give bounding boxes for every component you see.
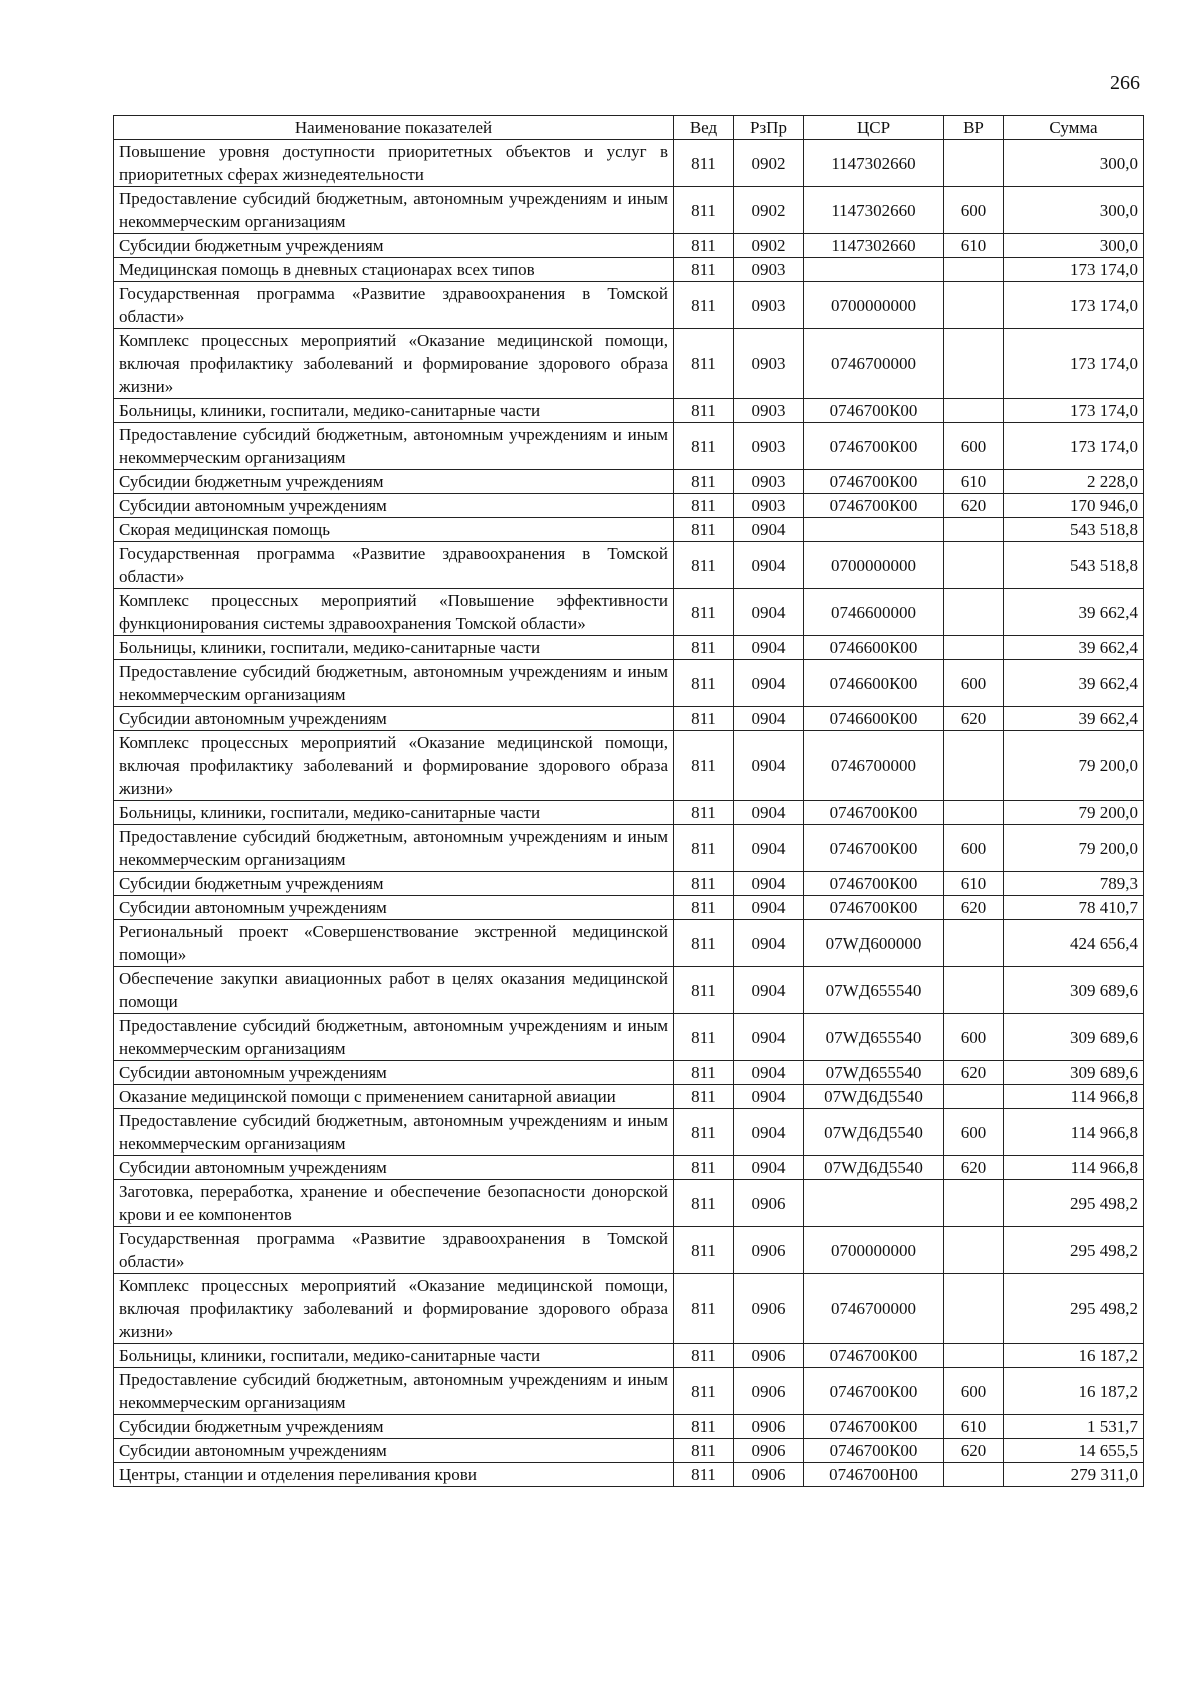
table-row xyxy=(114,187,1144,234)
table-row xyxy=(114,1014,1144,1061)
table-row xyxy=(114,1439,1144,1463)
cell-ved: 811 xyxy=(674,1085,734,1109)
cell-ved: 811 xyxy=(674,140,734,187)
cell-sum: 295 498,2 xyxy=(1004,1227,1144,1274)
cell-vr: 620 xyxy=(944,1439,1004,1463)
cell-sum: 789,3 xyxy=(1004,872,1144,896)
cell-ved: 811 xyxy=(674,1368,734,1415)
cell-rzpr: 0903 xyxy=(734,423,804,470)
cell-vr: 620 xyxy=(944,896,1004,920)
cell-csr: 0746700К00 xyxy=(804,399,944,423)
cell-vr: 600 xyxy=(944,187,1004,234)
table-row xyxy=(114,1344,1144,1368)
cell-vr xyxy=(944,1227,1004,1274)
table-row xyxy=(114,423,1144,470)
cell-name: Комплекс процессных мероприятий «Оказание медицинской помощи, включая профилактику заболеваний и формирование здорового образа жизни» xyxy=(114,329,674,399)
cell-csr: 0746700К00 xyxy=(804,872,944,896)
cell-rzpr: 0904 xyxy=(734,660,804,707)
cell-ved: 811 xyxy=(674,825,734,872)
cell-rzpr: 0902 xyxy=(734,140,804,187)
table-row xyxy=(114,1061,1144,1085)
cell-ved: 811 xyxy=(674,187,734,234)
cell-csr: 1147302660 xyxy=(804,234,944,258)
cell-name: Больницы, клиники, госпитали, медико-санитарные части xyxy=(114,399,674,423)
cell-csr: 0746700000 xyxy=(804,1274,944,1344)
cell-csr: 07WД655540 xyxy=(804,1061,944,1085)
cell-csr: 1147302660 xyxy=(804,140,944,187)
cell-sum: 114 966,8 xyxy=(1004,1109,1144,1156)
cell-csr: 07WД655540 xyxy=(804,967,944,1014)
cell-rzpr: 0904 xyxy=(734,542,804,589)
cell-ved: 811 xyxy=(674,872,734,896)
cell-ved: 811 xyxy=(674,1227,734,1274)
cell-rzpr: 0904 xyxy=(734,801,804,825)
cell-vr xyxy=(944,1180,1004,1227)
cell-name: Субсидии бюджетным учреждениям xyxy=(114,234,674,258)
cell-vr xyxy=(944,282,1004,329)
cell-csr: 0746700К00 xyxy=(804,1344,944,1368)
budget-table xyxy=(113,115,1144,1487)
cell-sum: 16 187,2 xyxy=(1004,1344,1144,1368)
cell-vr: 620 xyxy=(944,1156,1004,1180)
cell-rzpr: 0906 xyxy=(734,1180,804,1227)
cell-ved: 811 xyxy=(674,1344,734,1368)
header-name: Наименование показателей xyxy=(114,116,674,140)
cell-vr xyxy=(944,1463,1004,1487)
cell-rzpr: 0904 xyxy=(734,589,804,636)
cell-ved: 811 xyxy=(674,518,734,542)
cell-ved: 811 xyxy=(674,1109,734,1156)
table-row xyxy=(114,1463,1144,1487)
cell-sum: 173 174,0 xyxy=(1004,258,1144,282)
cell-vr xyxy=(944,1274,1004,1344)
cell-name: Предоставление субсидий бюджетным, автономным учреждениям и иным некоммерческим организациям xyxy=(114,1109,674,1156)
cell-rzpr: 0904 xyxy=(734,1014,804,1061)
cell-rzpr: 0904 xyxy=(734,896,804,920)
cell-sum: 279 311,0 xyxy=(1004,1463,1144,1487)
cell-csr: 0746700000 xyxy=(804,329,944,399)
cell-rzpr: 0902 xyxy=(734,187,804,234)
cell-sum: 114 966,8 xyxy=(1004,1156,1144,1180)
cell-csr: 0746700К00 xyxy=(804,896,944,920)
cell-rzpr: 0904 xyxy=(734,636,804,660)
cell-ved: 811 xyxy=(674,542,734,589)
cell-rzpr: 0906 xyxy=(734,1344,804,1368)
cell-csr: 0746700К00 xyxy=(804,1439,944,1463)
cell-csr: 0746600К00 xyxy=(804,707,944,731)
cell-name: Субсидии автономным учреждениям xyxy=(114,1439,674,1463)
cell-sum: 309 689,6 xyxy=(1004,967,1144,1014)
table-row xyxy=(114,494,1144,518)
cell-csr xyxy=(804,518,944,542)
cell-rzpr: 0903 xyxy=(734,329,804,399)
cell-rzpr: 0904 xyxy=(734,920,804,967)
cell-sum: 543 518,8 xyxy=(1004,542,1144,589)
cell-ved: 811 xyxy=(674,399,734,423)
table-row xyxy=(114,1227,1144,1274)
cell-vr: 600 xyxy=(944,825,1004,872)
cell-rzpr: 0904 xyxy=(734,1156,804,1180)
cell-name: Комплекс процессных мероприятий «Повышение эффективности функционирования системы здравоохранения Томской области» xyxy=(114,589,674,636)
table-row xyxy=(114,660,1144,707)
table-row xyxy=(114,1156,1144,1180)
cell-csr: 0746700Н00 xyxy=(804,1463,944,1487)
cell-vr: 600 xyxy=(944,1109,1004,1156)
cell-vr xyxy=(944,399,1004,423)
cell-rzpr: 0904 xyxy=(734,872,804,896)
cell-name: Субсидии бюджетным учреждениям xyxy=(114,1415,674,1439)
cell-vr xyxy=(944,258,1004,282)
cell-name: Больницы, клиники, госпитали, медико-санитарные части xyxy=(114,636,674,660)
cell-vr xyxy=(944,801,1004,825)
cell-vr xyxy=(944,140,1004,187)
table-row xyxy=(114,967,1144,1014)
cell-name: Скорая медицинская помощь xyxy=(114,518,674,542)
table-row xyxy=(114,707,1144,731)
cell-sum: 170 946,0 xyxy=(1004,494,1144,518)
table-body xyxy=(114,140,1144,1487)
cell-name: Больницы, клиники, госпитали, медико-санитарные части xyxy=(114,801,674,825)
cell-csr: 0700000000 xyxy=(804,1227,944,1274)
table-row xyxy=(114,1368,1144,1415)
table-row xyxy=(114,636,1144,660)
cell-ved: 811 xyxy=(674,707,734,731)
cell-ved: 811 xyxy=(674,1415,734,1439)
cell-ved: 811 xyxy=(674,282,734,329)
cell-name: Субсидии автономным учреждениям xyxy=(114,896,674,920)
cell-sum: 173 174,0 xyxy=(1004,282,1144,329)
table-row xyxy=(114,589,1144,636)
cell-vr: 610 xyxy=(944,470,1004,494)
cell-name: Государственная программа «Развитие здравоохранения в Томской области» xyxy=(114,1227,674,1274)
cell-rzpr: 0903 xyxy=(734,399,804,423)
cell-sum: 16 187,2 xyxy=(1004,1368,1144,1415)
cell-name: Субсидии автономным учреждениям xyxy=(114,1061,674,1085)
cell-sum: 173 174,0 xyxy=(1004,423,1144,470)
cell-rzpr: 0904 xyxy=(734,825,804,872)
cell-rzpr: 0906 xyxy=(734,1227,804,1274)
table-header xyxy=(114,116,1144,140)
cell-vr xyxy=(944,636,1004,660)
table-row xyxy=(114,282,1144,329)
cell-csr: 0746700К00 xyxy=(804,470,944,494)
cell-sum: 173 174,0 xyxy=(1004,329,1144,399)
table-row xyxy=(114,801,1144,825)
cell-ved: 811 xyxy=(674,1274,734,1344)
cell-name: Предоставление субсидий бюджетным, автономным учреждениям и иным некоммерческим организациям xyxy=(114,187,674,234)
table-row xyxy=(114,399,1144,423)
cell-name: Субсидии автономным учреждениям xyxy=(114,1156,674,1180)
cell-sum: 2 228,0 xyxy=(1004,470,1144,494)
cell-name: Предоставление субсидий бюджетным, автономным учреждениям и иным некоммерческим организациям xyxy=(114,660,674,707)
cell-csr: 0746700К00 xyxy=(804,801,944,825)
cell-sum: 39 662,4 xyxy=(1004,636,1144,660)
table-row xyxy=(114,872,1144,896)
header-vr: ВР xyxy=(944,116,1004,140)
cell-ved: 811 xyxy=(674,967,734,1014)
cell-ved: 811 xyxy=(674,731,734,801)
cell-ved: 811 xyxy=(674,1180,734,1227)
cell-name: Субсидии автономным учреждениям xyxy=(114,494,674,518)
cell-name: Предоставление субсидий бюджетным, автономным учреждениям и иным некоммерческим организациям xyxy=(114,825,674,872)
cell-sum: 295 498,2 xyxy=(1004,1180,1144,1227)
cell-sum: 39 662,4 xyxy=(1004,707,1144,731)
table-row xyxy=(114,329,1144,399)
cell-sum: 309 689,6 xyxy=(1004,1014,1144,1061)
cell-rzpr: 0903 xyxy=(734,494,804,518)
cell-ved: 811 xyxy=(674,423,734,470)
cell-csr: 0746700К00 xyxy=(804,423,944,470)
table-row xyxy=(114,1180,1144,1227)
cell-name: Комплекс процессных мероприятий «Оказание медицинской помощи, включая профилактику заболеваний и формирование здорового образа жизни» xyxy=(114,731,674,801)
cell-ved: 811 xyxy=(674,329,734,399)
cell-sum: 14 655,5 xyxy=(1004,1439,1144,1463)
cell-csr: 07WД655540 xyxy=(804,1014,944,1061)
cell-name: Медицинская помощь в дневных стационарах всех типов xyxy=(114,258,674,282)
cell-vr xyxy=(944,1085,1004,1109)
cell-rzpr: 0904 xyxy=(734,707,804,731)
cell-sum: 114 966,8 xyxy=(1004,1085,1144,1109)
cell-csr: 0746700К00 xyxy=(804,1368,944,1415)
cell-name: Субсидии бюджетным учреждениям xyxy=(114,872,674,896)
cell-csr: 1147302660 xyxy=(804,187,944,234)
cell-vr xyxy=(944,542,1004,589)
cell-name: Оказание медицинской помощи с применением санитарной авиации xyxy=(114,1085,674,1109)
cell-name: Государственная программа «Развитие здравоохранения в Томской области» xyxy=(114,542,674,589)
cell-ved: 811 xyxy=(674,1061,734,1085)
table-row xyxy=(114,1274,1144,1344)
cell-name: Государственная программа «Развитие здравоохранения в Томской области» xyxy=(114,282,674,329)
cell-rzpr: 0906 xyxy=(734,1368,804,1415)
cell-sum: 78 410,7 xyxy=(1004,896,1144,920)
cell-name: Центры, станции и отделения переливания крови xyxy=(114,1463,674,1487)
cell-ved: 811 xyxy=(674,801,734,825)
cell-rzpr: 0906 xyxy=(734,1415,804,1439)
cell-ved: 811 xyxy=(674,896,734,920)
table-row xyxy=(114,731,1144,801)
cell-csr: 0700000000 xyxy=(804,282,944,329)
cell-ved: 811 xyxy=(674,1439,734,1463)
header-rzpr: РзПр xyxy=(734,116,804,140)
cell-ved: 811 xyxy=(674,920,734,967)
cell-name: Региональный проект «Совершенствование экстренной медицинской помощи» xyxy=(114,920,674,967)
cell-ved: 811 xyxy=(674,234,734,258)
cell-vr: 600 xyxy=(944,1368,1004,1415)
cell-rzpr: 0904 xyxy=(734,1085,804,1109)
cell-name: Предоставление субсидий бюджетным, автономным учреждениям и иным некоммерческим организациям xyxy=(114,423,674,470)
table-row xyxy=(114,920,1144,967)
cell-csr: 0746600000 xyxy=(804,589,944,636)
table-row xyxy=(114,1415,1144,1439)
cell-ved: 811 xyxy=(674,258,734,282)
cell-sum: 173 174,0 xyxy=(1004,399,1144,423)
header-row xyxy=(114,116,1144,140)
cell-ved: 811 xyxy=(674,1014,734,1061)
cell-sum: 543 518,8 xyxy=(1004,518,1144,542)
cell-vr: 610 xyxy=(944,234,1004,258)
cell-rzpr: 0906 xyxy=(734,1439,804,1463)
cell-rzpr: 0903 xyxy=(734,282,804,329)
cell-sum: 300,0 xyxy=(1004,140,1144,187)
header-sum: Сумма xyxy=(1004,116,1144,140)
cell-rzpr: 0903 xyxy=(734,258,804,282)
page-number: 266 xyxy=(1110,72,1140,94)
cell-vr xyxy=(944,589,1004,636)
cell-ved: 811 xyxy=(674,470,734,494)
cell-csr: 07WД6Д5540 xyxy=(804,1109,944,1156)
cell-csr: 0746600К00 xyxy=(804,636,944,660)
cell-vr xyxy=(944,920,1004,967)
cell-name: Субсидии бюджетным учреждениям xyxy=(114,470,674,494)
cell-sum: 39 662,4 xyxy=(1004,589,1144,636)
cell-rzpr: 0902 xyxy=(734,234,804,258)
cell-rzpr: 0906 xyxy=(734,1463,804,1487)
cell-vr xyxy=(944,329,1004,399)
cell-csr: 07WД600000 xyxy=(804,920,944,967)
table-row xyxy=(114,1109,1144,1156)
cell-rzpr: 0903 xyxy=(734,470,804,494)
cell-vr: 620 xyxy=(944,707,1004,731)
cell-ved: 811 xyxy=(674,660,734,707)
cell-sum: 79 200,0 xyxy=(1004,731,1144,801)
cell-vr xyxy=(944,1344,1004,1368)
cell-vr: 610 xyxy=(944,872,1004,896)
cell-csr xyxy=(804,258,944,282)
cell-sum: 79 200,0 xyxy=(1004,801,1144,825)
cell-csr: 07WД6Д5540 xyxy=(804,1085,944,1109)
cell-name: Повышение уровня доступности приоритетных объектов и услуг в приоритетных сферах жизнедеятельности xyxy=(114,140,674,187)
cell-ved: 811 xyxy=(674,589,734,636)
header-csr: ЦСР xyxy=(804,116,944,140)
cell-csr: 0746600К00 xyxy=(804,660,944,707)
cell-vr: 620 xyxy=(944,1061,1004,1085)
cell-csr: 0700000000 xyxy=(804,542,944,589)
cell-vr xyxy=(944,967,1004,1014)
cell-vr: 620 xyxy=(944,494,1004,518)
cell-name: Обеспечение закупки авиационных работ в целях оказания медицинской помощи xyxy=(114,967,674,1014)
cell-vr: 600 xyxy=(944,1014,1004,1061)
cell-ved: 811 xyxy=(674,1156,734,1180)
cell-sum: 424 656,4 xyxy=(1004,920,1144,967)
cell-sum: 300,0 xyxy=(1004,187,1144,234)
table-row xyxy=(114,234,1144,258)
cell-vr: 610 xyxy=(944,1415,1004,1439)
cell-csr: 0746700000 xyxy=(804,731,944,801)
cell-sum: 300,0 xyxy=(1004,234,1144,258)
cell-csr: 0746700К00 xyxy=(804,1415,944,1439)
cell-csr: 0746700К00 xyxy=(804,825,944,872)
cell-rzpr: 0906 xyxy=(734,1274,804,1344)
table-row xyxy=(114,825,1144,872)
cell-sum: 39 662,4 xyxy=(1004,660,1144,707)
table-row xyxy=(114,896,1144,920)
cell-name: Комплекс процессных мероприятий «Оказание медицинской помощи, включая профилактику заболеваний и формирование здорового образа жизни» xyxy=(114,1274,674,1344)
cell-vr: 600 xyxy=(944,423,1004,470)
table-row xyxy=(114,542,1144,589)
table-row xyxy=(114,140,1144,187)
cell-vr: 600 xyxy=(944,660,1004,707)
cell-vr xyxy=(944,731,1004,801)
cell-sum: 79 200,0 xyxy=(1004,825,1144,872)
cell-rzpr: 0904 xyxy=(734,518,804,542)
cell-ved: 811 xyxy=(674,636,734,660)
cell-sum: 1 531,7 xyxy=(1004,1415,1144,1439)
table-row xyxy=(114,470,1144,494)
table-row xyxy=(114,1085,1144,1109)
cell-rzpr: 0904 xyxy=(734,967,804,1014)
cell-ved: 811 xyxy=(674,1463,734,1487)
cell-name: Субсидии автономным учреждениям xyxy=(114,707,674,731)
cell-sum: 295 498,2 xyxy=(1004,1274,1144,1344)
table-row xyxy=(114,258,1144,282)
cell-ved: 811 xyxy=(674,494,734,518)
cell-sum: 309 689,6 xyxy=(1004,1061,1144,1085)
cell-rzpr: 0904 xyxy=(734,1109,804,1156)
cell-name: Предоставление субсидий бюджетным, автономным учреждениям и иным некоммерческим организациям xyxy=(114,1368,674,1415)
cell-csr: 07WД6Д5540 xyxy=(804,1156,944,1180)
cell-csr: 0746700К00 xyxy=(804,494,944,518)
cell-csr xyxy=(804,1180,944,1227)
cell-name: Заготовка, переработка, хранение и обеспечение безопасности донорской крови и ее компонентов xyxy=(114,1180,674,1227)
cell-name: Больницы, клиники, госпитали, медико-санитарные части xyxy=(114,1344,674,1368)
table-row xyxy=(114,518,1144,542)
cell-name: Предоставление субсидий бюджетным, автономным учреждениям и иным некоммерческим организациям xyxy=(114,1014,674,1061)
cell-rzpr: 0904 xyxy=(734,731,804,801)
header-ved: Вед xyxy=(674,116,734,140)
cell-rzpr: 0904 xyxy=(734,1061,804,1085)
cell-vr xyxy=(944,518,1004,542)
